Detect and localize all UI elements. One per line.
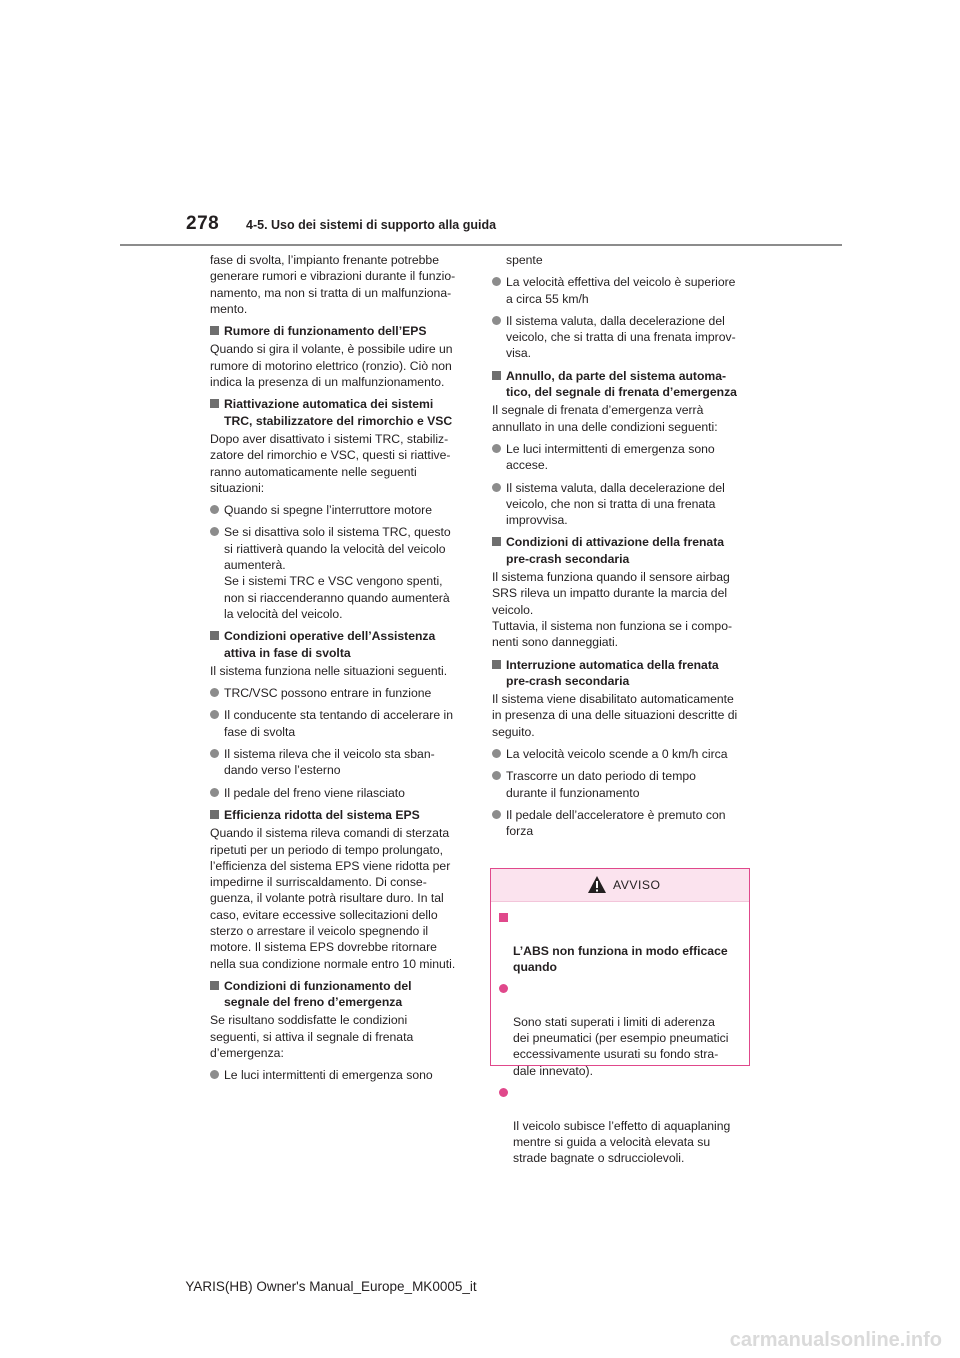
round-bullet-icon <box>210 1070 219 1079</box>
square-bullet-icon <box>210 631 219 640</box>
watermark: carmanualsonline.info <box>729 1329 942 1351</box>
bullet-text: Quando si spegne l’interruttore motore <box>224 503 432 518</box>
round-bullet-icon <box>210 688 219 697</box>
square-bullet-icon <box>210 981 219 990</box>
bullet-text: Se si disattiva solo il sistema TRC, questo si riattiverà quando la velocità del veicolo aumenterà. Se i sistemi TRC e VSC vengono spenti, non si riaccenderanno quando aumenterà la velocità del veicolo. <box>224 525 451 621</box>
round-bullet-icon <box>492 277 501 286</box>
bullet-item <box>492 274 750 307</box>
round-bullet-icon <box>492 810 501 819</box>
bullet-text: Il sistema valuta, dalla decelerazione del veicolo, che non si tratta di una frenata improvvisa. <box>506 480 725 528</box>
warning-bullet <box>499 981 741 1079</box>
footer-text: YARIS(HB) Owner's Manual_Europe_MK0005_it <box>185 1279 477 1294</box>
round-bullet-icon <box>492 316 501 325</box>
section-heading <box>210 978 468 1011</box>
left-column <box>210 252 468 1090</box>
bullet-item <box>210 685 468 701</box>
round-bullet-icon <box>210 749 219 758</box>
round-bullet-icon <box>499 984 508 993</box>
bullet-item <box>492 807 750 840</box>
bullet-text: Il pedale dell’acceleratore è premuto con forza <box>506 807 726 839</box>
round-bullet-icon <box>210 788 219 797</box>
section-title: 4-5. Uso dei sistemi di supporto alla guida <box>246 218 497 232</box>
bullet-item <box>492 746 750 762</box>
bullet-item <box>210 707 468 740</box>
bullet-text: Il conducente sta tentando di accelerare in fase di svolta <box>224 708 454 739</box>
square-bullet-icon <box>210 399 219 408</box>
section-heading <box>492 368 750 401</box>
bullet-item <box>492 441 750 474</box>
section-heading <box>210 396 468 429</box>
round-bullet-icon <box>492 771 501 780</box>
warning-title: AVVISO <box>613 878 661 892</box>
square-bullet-icon <box>210 326 219 335</box>
warning-heading-text: L’ABS non funziona in modo efficace quando <box>513 943 728 974</box>
warning-box <box>490 868 750 1166</box>
heading-text: Interruzione automatica della frenata pre-crash secondaria <box>506 657 719 688</box>
body-paragraph: fase di svolta, l’impianto frenante potrebbe generare rumori e vibrazioni durante il funzio- namento, ma non si tratta di un malfunziona- mento. <box>210 253 456 316</box>
bullet-text: Il sistema valuta, dalla decelerazione del veicolo, che si tratta di una frenata improv- visa. <box>506 313 736 361</box>
square-bullet-icon <box>210 810 219 819</box>
heading-text: Efficienza ridotta del sistema EPS <box>224 807 420 822</box>
body-paragraph: Quando il sistema rileva comandi di sterzata ripetuti per un periodo di tempo prolungato, l’efficienza del sistema EPS viene ridotta per impedirne il surriscaldamento. Di conse- guenza, il volante potrà risultare duro. In tal caso, evitare eccessive sollecitazioni dello sterzo o arrestare il veicolo spegnendo il motore. Il sistema EPS dovrebbe ritornare nella sua condizione normale entro 10 minuti. <box>210 826 456 971</box>
heading-text: Condizioni di attivazione della frenata pre-crash secondaria <box>506 535 725 566</box>
bullet-text: TRC/VSC possono entrare in funzione <box>224 686 432 701</box>
header-rule <box>120 244 842 246</box>
heading-text: Condizioni operative dell’Assistenza attiva in fase di svolta <box>224 629 436 660</box>
round-bullet-icon <box>210 710 219 719</box>
section-heading <box>492 657 750 690</box>
bullet-item <box>492 480 750 529</box>
section-heading <box>210 807 468 823</box>
warning-heading <box>499 910 741 975</box>
right-column <box>492 252 750 846</box>
body-paragraph: Dopo aver disattivato i sistemi TRC, stabiliz- zatore del rimorchio e VSC, questi si riattive- ranno automaticamente nelle seguenti situazioni: <box>210 431 451 495</box>
bullet-text: Le luci intermittenti di emergenza sono <box>224 1068 433 1083</box>
round-bullet-icon <box>210 505 219 514</box>
warning-header <box>491 869 749 902</box>
bullet-item <box>210 785 468 801</box>
bullet-text: La velocità effettiva del veicolo è superiore a circa 55 km/h <box>506 275 736 306</box>
square-bullet-icon <box>499 913 508 922</box>
heading-text: Annullo, da parte del sistema automa- tico, del segnale di frenata d’emergenza <box>506 368 737 400</box>
warning-triangle-icon <box>587 875 607 894</box>
bullet-item <box>210 746 468 779</box>
bullet-item <box>492 768 750 801</box>
round-bullet-icon <box>492 483 501 492</box>
bullet-text: spente <box>506 253 543 267</box>
round-bullet-icon <box>492 444 501 453</box>
body-paragraph: Quando si gira il volante, è possibile udire un rumore di motorino elettrico (ronzio). Ciò non indica la presenza di un malfunzionamento. <box>210 342 453 390</box>
square-bullet-icon <box>492 660 501 669</box>
body-paragraph: Il sistema funziona quando il sensore airbag SRS rileva un impatto durante la marcia del veicolo. Tuttavia, il sistema non funziona se i compo- nenti sono danneggiati. <box>492 570 733 650</box>
body-paragraph: Il sistema funziona nelle situazioni seguenti. <box>210 663 448 678</box>
warning-bullet <box>499 1085 741 1166</box>
body-paragraph: Se risultano soddisfatte le condizioni seguenti, si attiva il segnale di frenata d’emergenza: <box>210 1013 414 1061</box>
bullet-item <box>210 1067 468 1083</box>
warning-bullet-text: Sono stati superati i limiti di aderenza dei pneumatici (per esempio pneumatici eccessivamente usurati su fondo stra- dale innevato). <box>513 1014 729 1078</box>
bullet-text: Il sistema rileva che il veicolo sta sban- dando verso l’esterno <box>224 747 435 778</box>
bullet-text: Trascorre un dato periodo di tempo durante il funzionamento <box>506 769 696 800</box>
warning-body <box>491 902 749 1166</box>
heading-text: Riattivazione automatica dei sistemi TRC, stabilizzatore del rimorchio e VSC <box>224 397 453 428</box>
bullet-item <box>210 502 468 518</box>
page-number: 278 <box>186 213 220 234</box>
section-heading <box>492 534 750 567</box>
square-bullet-icon <box>492 371 501 380</box>
section-heading <box>210 628 468 661</box>
round-bullet-icon <box>210 527 219 536</box>
bullet-continuation <box>492 252 750 268</box>
bullet-item <box>210 524 468 622</box>
bullet-text: La velocità veicolo scende a 0 km/h circa <box>506 747 728 762</box>
heading-text: Rumore di funzionamento dell’EPS <box>224 324 427 339</box>
round-bullet-icon <box>492 749 501 758</box>
bullet-text: Il pedale del freno viene rilasciato <box>224 785 405 800</box>
body-paragraph: Il segnale di frenata d’emergenza verrà annullato in una delle condizioni seguenti: <box>492 403 718 434</box>
warning-bullet-text: Il veicolo subisce l’effetto di aquaplaning mentre si guida a velocità elevata su strade bagnate o sdrucciolevoli. <box>513 1118 731 1166</box>
heading-text: Condizioni di funzionamento del segnale del freno d’emergenza <box>224 978 412 1010</box>
body-paragraph: Il sistema viene disabilitato automaticamente in presenza di una delle situazioni descritte di seguito. <box>492 692 738 739</box>
section-heading <box>210 323 468 339</box>
bullet-text: Le luci intermittenti di emergenza sono accese. <box>506 441 715 473</box>
round-bullet-icon <box>499 1088 508 1097</box>
bullet-item <box>492 313 750 362</box>
square-bullet-icon <box>492 537 501 546</box>
